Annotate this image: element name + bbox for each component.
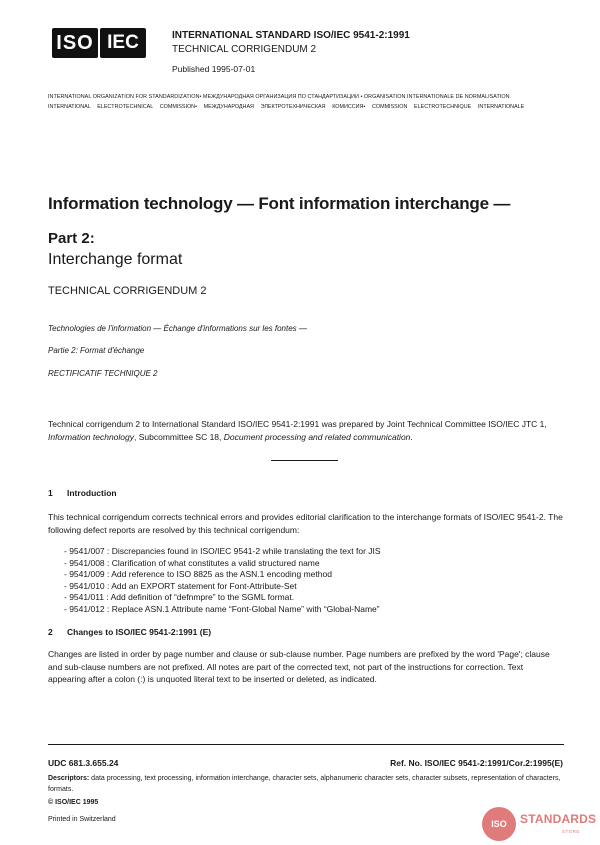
reference-number: Ref. No. ISO/IEC 9541-2:1991/Cor.2:1995(E) (390, 758, 563, 768)
printed-in: Printed in Switzerland (48, 816, 116, 823)
french-title: Technologies de l'information — Échange d'informations sur les fontes — (48, 324, 307, 333)
section-2-heading: 2 Changes to ISO/IEC 9541-2:1991 (E) (48, 627, 212, 637)
corrigendum-subtitle: TECHNICAL CORRIGENDUM 2 (48, 285, 207, 297)
corrigendum-label: TECHNICAL CORRIGENDUM 2 (172, 44, 317, 55)
separator-rule (271, 460, 338, 461)
french-corrigendum: RECTIFICATIF TECHNIQUE 2 (48, 369, 158, 378)
section-2-body: Changes are listed in order by page number and clause or sub-clause number. Page numbers are prefixed by the word 'Page'; clause and sub-clause numbers are not prefixed. All notes are part of the corrected text, not part of the instructions for correction. Text appearing after a colon (:) is unquoted literal text to be inserted or deleted, as indicated. (48, 649, 550, 684)
iso-iec-logo (52, 28, 148, 58)
list-item: - 9541/010 : Add an EXPORT statement for Font-Attribute-Set (64, 580, 297, 591)
section-1-heading: 1 Introduction (48, 488, 117, 498)
udc-number: UDC 681.3.655.24 (48, 758, 119, 768)
footer-rule (48, 744, 564, 745)
copyright: © ISO/IEC 1995 (48, 799, 99, 806)
part-number: Part 2: (48, 230, 95, 247)
iso-logo: ISO (52, 28, 98, 58)
watermark-subtext: STORE (562, 829, 580, 834)
organization-line-iec: INTERNATIONAL ELECTROTECHNICAL COMMISSION• МЕЖДУНАРОДНАЯ ЭЛЕКТРОТЕХНИЧЕСКАЯ КОМИССИЯ• COMMISSION ELECTROTECHNIQUE INTERNATIONALE (48, 104, 525, 110)
subcommittee-name: Document processing and related communication (223, 431, 411, 442)
standards-store-watermark (482, 807, 600, 841)
preparation-paragraph: Technical corrigendum 2 to International Standard ISO/IEC 9541-2:1991 was prepared by Joint Technical Committee ISO/IEC JTC 1, Information technology, Subcommittee SC 18, Document processing and related communication. (48, 419, 547, 442)
list-item: - 9541/012 : Replace ASN.1 Attribute name “Font-Global Name” with “Global-Name” (64, 603, 380, 614)
section-1-body: This technical corrigendum corrects technical errors and provides editorial clarification to the interchange formats of ISO/IEC 9541-2. The following defect reports are resolved by this technical corrigendum: (48, 512, 563, 535)
list-item: - 9541/007 : Discrepancies found in ISO/IEC 9541-2 while translating the text for JIS (64, 546, 381, 556)
watermark-badge: ISO (482, 807, 516, 841)
document-title: Information technology — Font information interchange — (48, 194, 511, 213)
list-item: - 9541/009 : Add reference to ISO 8825 as the ASN.1 encoding method (64, 569, 332, 580)
organization-line-iso: INTERNATIONAL ORGANIZATION FOR STANDARDIZATION• МЕЖДУНАРОДНАЯ ОРГАНИЗАЦИЯ ПО СТАНДАРТИЗАЦИИ • ORGANISATION INTERNATIONALE DE NORMALISATION (48, 94, 510, 100)
committee-name: Information technology (48, 431, 134, 442)
list-item: - 9541/011 : Add definition of “defnmpre” to the SGML format. (64, 592, 295, 603)
part-title: Interchange format (48, 251, 183, 268)
watermark-text: STANDARDS (520, 812, 597, 826)
list-item: - 9541/008 : Clarification of what constitutes a valid structured name (64, 557, 320, 568)
defect-report-list (64, 546, 381, 616)
descriptors: Descriptors: data processing, text processing, information interchange, character sets, alphanumeric character sets, character subsets, representation of characters, formats. (48, 775, 561, 793)
french-part: Partie 2: Format d'échange (48, 346, 145, 355)
standard-designation: INTERNATIONAL STANDARD ISO/IEC 9541-2:1991 (172, 30, 410, 41)
published-date: Published 1995-07-01 (172, 64, 256, 74)
iec-logo: IEC (100, 28, 146, 58)
